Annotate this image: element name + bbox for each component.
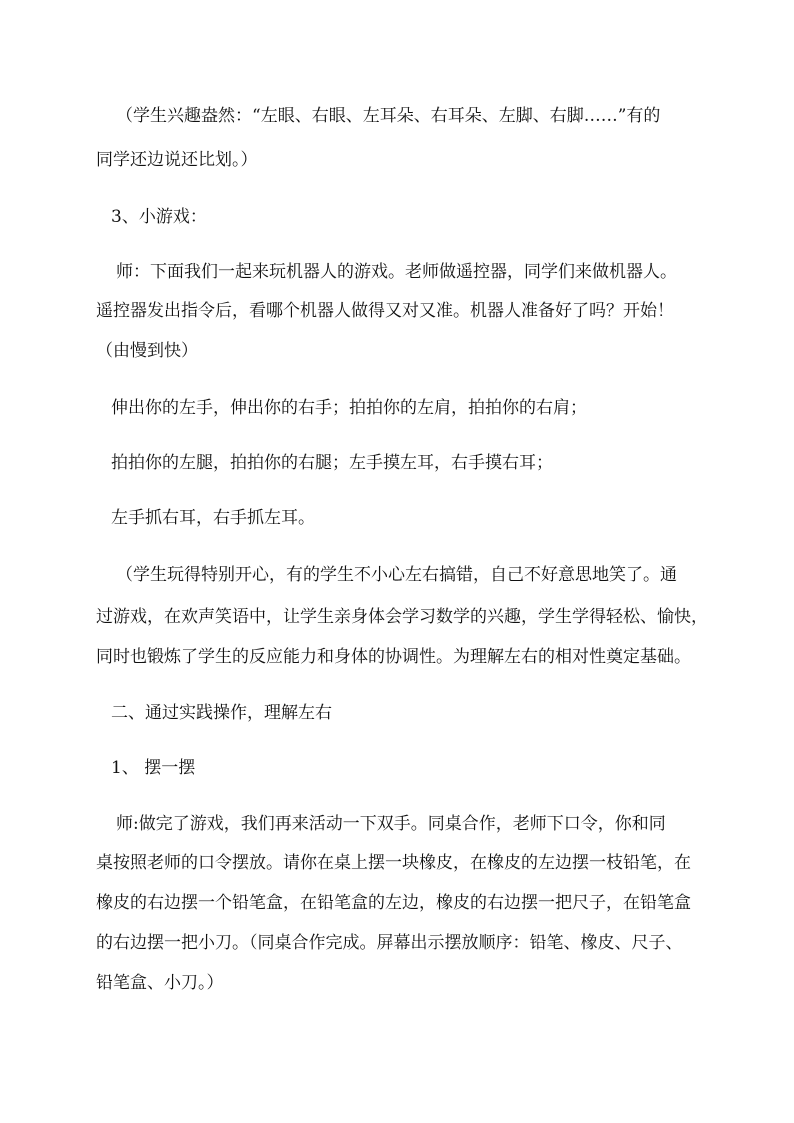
paragraph-line: 师:做完了游戏，我们再来活动一下双手。同桌合作，老师下口令，你和同 [116,814,666,834]
paragraph-line: 桌按照老师的口令摆放。请你在桌上摆一块橡皮，在橡皮的左边摆一枝铅笔，在 [96,853,691,873]
paragraph-line: 伸出你的左手，伸出你的右手；拍拍你的左肩，拍拍你的右肩； [111,398,587,418]
section-heading: 3、小游戏： [111,207,207,227]
section-heading: 二、通过实践操作，理解左右 [111,703,332,723]
paragraph-line: （学生兴趣盎然：“左眼、右眼、左耳朵、右耳朵、左脚、右脚……”有的 [116,106,661,126]
paragraph-line: （学生玩得特别开心，有的学生不小心左右搞错，自己不好意思地笑了。通 [116,565,677,585]
subsection-heading: 1、 摆一摆 [111,758,196,778]
paragraph-line: 遥控器发出指令后，看哪个机器人做得又对又准。机器人准备好了吗？开始！ [96,301,674,321]
paragraph-line: 橡皮的右边摆一个铅笔盒，在铅笔盒的左边，橡皮的右边摆一把尺子，在铅笔盒 [96,893,691,913]
paragraph-line: 同时也锻炼了学生的反应能力和身体的协调性。为理解左右的相对性奠定基础。 [96,647,691,667]
paragraph-line: 左手抓右耳，右手抓左耳。 [111,508,315,528]
paragraph-line: （由慢到快） [96,341,198,361]
paragraph-line: 的右边摆一把小刀。（同桌合作完成。屏幕出示摆放顺序：铅笔、橡皮、尺子、 [96,933,683,953]
paragraph-line: 同学还边说还比划。） [96,150,258,170]
paragraph-line: 铅笔盒、小刀。） [96,973,224,993]
paragraph-line: 拍拍你的左腿，拍拍你的右腿；左手摸左耳，右手摸右耳； [111,453,553,473]
paragraph-line: 过游戏，在欢声笑语中，让学生亲身体会学习数学的兴趣，学生学得轻松、愉快， [96,607,708,627]
paragraph-line: 师：下面我们一起来玩机器人的游戏。老师做遥控器，同学们来做机器人。 [116,262,677,282]
